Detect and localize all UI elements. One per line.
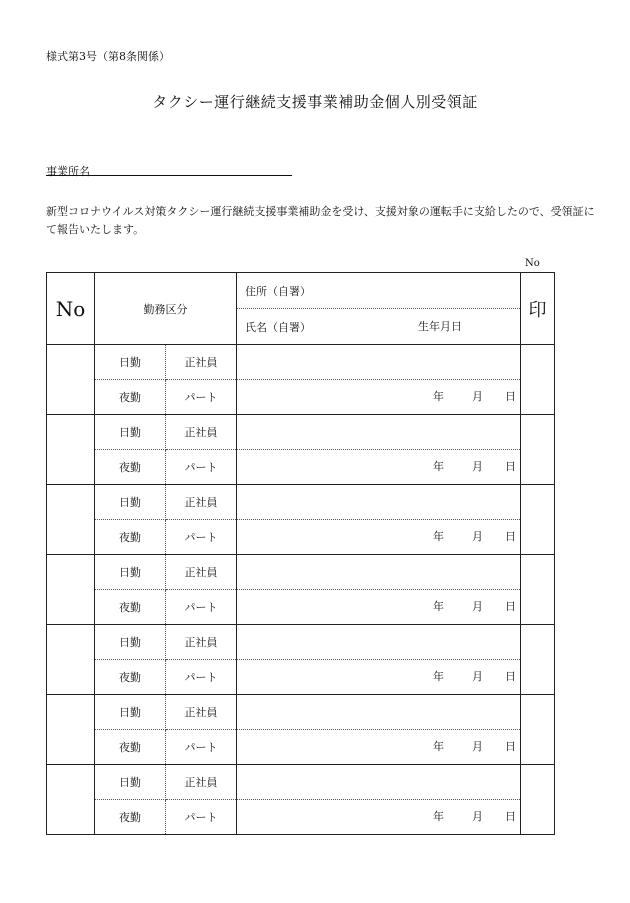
name-birthdate-field[interactable] [237, 660, 521, 695]
seal-cell[interactable] [521, 345, 555, 415]
address-field[interactable] [237, 485, 521, 520]
seal-cell[interactable] [521, 485, 555, 555]
seal-cell[interactable] [521, 695, 555, 765]
seal-cell[interactable] [521, 415, 555, 485]
birth-year-label: 年 [433, 390, 444, 403]
header-no: No [47, 273, 95, 345]
employment-fulltime-option[interactable]: 正社員 [166, 415, 237, 450]
name-birthdate-field[interactable] [237, 730, 521, 765]
entry-row-top [47, 555, 555, 590]
header-birthdate: 生年月日 [418, 320, 462, 333]
document-title: タクシー運行継続支援事業補助金個人別受領証 [152, 93, 478, 111]
birth-year-label: 年 [433, 740, 444, 753]
birth-month-label: 月 [472, 530, 483, 543]
birth-day-label: 日 [505, 810, 516, 823]
employment-fulltime-option[interactable]: 正社員 [166, 695, 237, 730]
entry-no-cell[interactable] [47, 485, 95, 555]
header-address: 住所（自署） [237, 273, 521, 309]
birth-year-label: 年 [433, 530, 444, 543]
birth-day-label: 日 [505, 670, 516, 683]
shift-day-option[interactable]: 日勤 [95, 345, 166, 380]
intro-text: 新型コロナウイルス対策タクシー運行継続支援事業補助金を受け、支援対象の運転手に支給したので、受領証にて報告いたします。 [46, 205, 595, 236]
birth-month-label: 月 [472, 740, 483, 753]
birth-year-label: 年 [433, 600, 444, 613]
birth-day-label: 日 [505, 390, 516, 403]
entry-row-top [47, 485, 555, 520]
birth-month-label: 月 [472, 600, 483, 613]
office-name-label: 事業所名 [46, 165, 90, 178]
shift-day-option[interactable]: 日勤 [95, 555, 166, 590]
birth-year-label: 年 [433, 460, 444, 473]
entry-row-top [47, 345, 555, 380]
receipt-table [46, 272, 555, 835]
page-number-label: No [525, 258, 540, 269]
address-field[interactable] [237, 695, 521, 730]
seal-cell[interactable] [521, 555, 555, 625]
form-number: 様式第3号（第8条関係） [46, 50, 170, 63]
seal-cell[interactable] [521, 765, 555, 835]
address-field[interactable] [237, 415, 521, 450]
name-birthdate-field[interactable] [237, 520, 521, 555]
employment-fulltime-option[interactable]: 正社員 [166, 765, 237, 800]
entry-no-cell[interactable] [47, 555, 95, 625]
shift-night-option[interactable]: 夜勤 [95, 730, 166, 765]
name-birthdate-field[interactable] [237, 450, 521, 485]
address-field[interactable] [237, 555, 521, 590]
birth-month-label: 月 [472, 670, 483, 683]
name-birthdate-field[interactable] [237, 380, 521, 415]
entry-row-top [47, 415, 555, 450]
birth-day-label: 日 [505, 530, 516, 543]
shift-day-option[interactable]: 日勤 [95, 485, 166, 520]
entry-row-bottom [47, 520, 555, 555]
employment-parttime-option[interactable]: パート [166, 730, 237, 765]
entry-no-cell[interactable] [47, 765, 95, 835]
employment-parttime-option[interactable]: パート [166, 520, 237, 555]
birth-month-label: 月 [472, 460, 483, 473]
address-field[interactable] [237, 625, 521, 660]
entry-row-bottom [47, 450, 555, 485]
employment-fulltime-option[interactable]: 正社員 [166, 485, 237, 520]
employment-parttime-option[interactable]: パート [166, 380, 237, 415]
employment-fulltime-option[interactable]: 正社員 [166, 625, 237, 660]
header-work-type: 勤務区分 [95, 273, 237, 345]
seal-cell[interactable] [521, 625, 555, 695]
office-name-field-line[interactable] [46, 175, 292, 176]
birth-day-label: 日 [505, 740, 516, 753]
employment-parttime-option[interactable]: パート [166, 800, 237, 835]
entry-row-top [47, 765, 555, 800]
entry-row-bottom [47, 380, 555, 415]
header-name-cell [237, 309, 521, 345]
employment-fulltime-option[interactable]: 正社員 [166, 555, 237, 590]
name-birthdate-field[interactable] [237, 590, 521, 625]
employment-parttime-option[interactable]: パート [166, 590, 237, 625]
shift-night-option[interactable]: 夜勤 [95, 800, 166, 835]
name-birthdate-field[interactable] [237, 800, 521, 835]
header-seal: 印 [521, 273, 555, 345]
address-field[interactable] [237, 345, 521, 380]
shift-day-option[interactable]: 日勤 [95, 415, 166, 450]
entry-row-bottom [47, 660, 555, 695]
shift-day-option[interactable]: 日勤 [95, 765, 166, 800]
entry-row-bottom [47, 590, 555, 625]
entry-row-top [47, 695, 555, 730]
shift-night-option[interactable]: 夜勤 [95, 660, 166, 695]
birth-year-label: 年 [433, 810, 444, 823]
shift-day-option[interactable]: 日勤 [95, 695, 166, 730]
birth-day-label: 日 [505, 460, 516, 473]
header-name: 氏名（自署） [245, 320, 311, 334]
shift-day-option[interactable]: 日勤 [95, 625, 166, 660]
shift-night-option[interactable]: 夜勤 [95, 590, 166, 625]
shift-night-option[interactable]: 夜勤 [95, 380, 166, 415]
birth-day-label: 日 [505, 600, 516, 613]
employment-parttime-option[interactable]: パート [166, 660, 237, 695]
entry-no-cell[interactable] [47, 345, 95, 415]
birth-month-label: 月 [472, 810, 483, 823]
entry-no-cell[interactable] [47, 415, 95, 485]
birth-month-label: 月 [472, 390, 483, 403]
entry-row-bottom [47, 730, 555, 765]
entry-no-cell[interactable] [47, 625, 95, 695]
shift-night-option[interactable]: 夜勤 [95, 520, 166, 555]
entry-row-bottom [47, 800, 555, 835]
birth-year-label: 年 [433, 670, 444, 683]
address-field[interactable] [237, 765, 521, 800]
employment-fulltime-option[interactable]: 正社員 [166, 345, 237, 380]
entry-row-top [47, 625, 555, 660]
shift-night-option[interactable]: 夜勤 [95, 450, 166, 485]
entry-no-cell[interactable] [47, 695, 95, 765]
employment-parttime-option[interactable]: パート [166, 450, 237, 485]
